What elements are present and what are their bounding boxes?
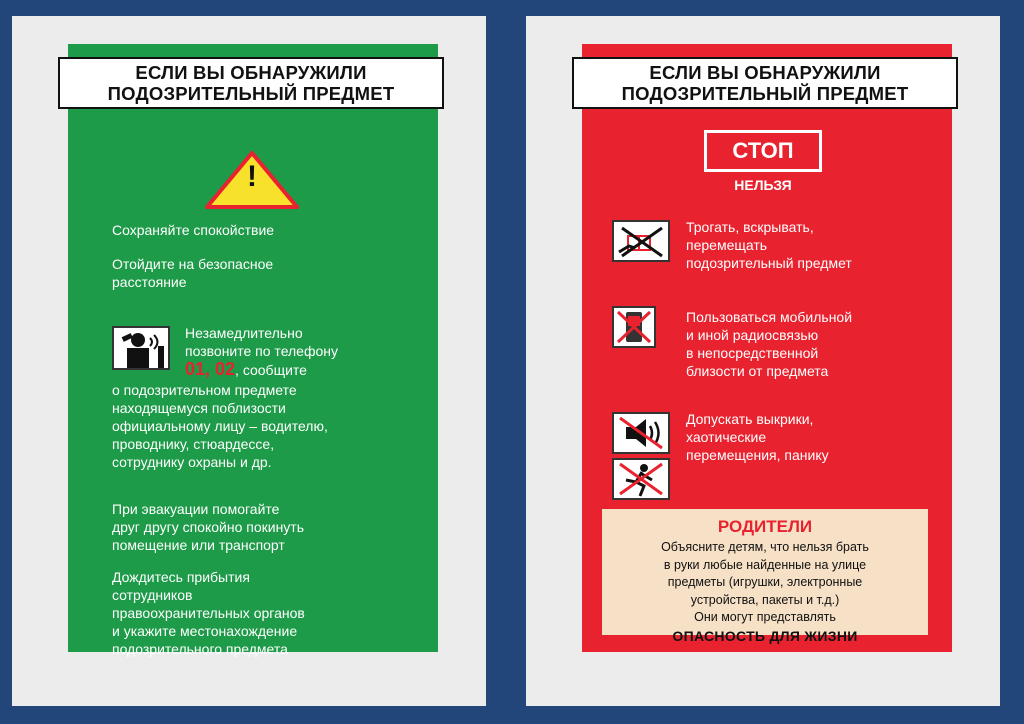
instruction-move-away — [112, 255, 273, 291]
stop-box: СТОП — [704, 130, 822, 172]
wait-line5: подозрительного предмета — [112, 641, 288, 657]
parents-line1: Объясните детям, что нельзя брать — [661, 540, 869, 554]
rule2-line1: Пользоваться мобильной — [686, 309, 853, 325]
wait-line2: сотрудников — [112, 587, 193, 603]
rule-no-touch — [686, 218, 852, 272]
parents-line3: предметы (игрушки, электронные — [667, 575, 863, 589]
left-title-line2: ПОДОЗРИТЕЛЬНЫЙ ПРЕДМЕТ — [107, 83, 395, 104]
parents-line5: Они могут представлять — [694, 610, 836, 624]
left-title-box — [58, 57, 444, 109]
phone-call-icon — [112, 326, 170, 370]
rule1-line1: Трогать, вскрывать, — [686, 219, 814, 235]
call-line7: проводнику, стюардессе, — [112, 436, 275, 452]
parents-line4: устройства, пакеты и т.д.) — [690, 592, 840, 607]
instruction-stay-calm: Сохраняйте спокойствие — [112, 222, 275, 238]
rule-no-mobile — [686, 308, 852, 380]
instruction-move-away-line2: расстояние — [112, 274, 187, 290]
red-panel — [582, 44, 952, 652]
right-title-box — [572, 57, 958, 109]
rule3-line2: хаотические — [686, 429, 767, 445]
parents-warning: ОПАСНОСТЬ ДЛЯ ЖИЗНИ — [672, 627, 858, 644]
parents-line2: в руки любые найденные на улице — [663, 557, 867, 572]
call-line1: Незамедлительно — [185, 325, 303, 341]
no-touch-package-icon — [612, 220, 670, 262]
forbidden-label: НЕЛЬЗЯ — [734, 177, 792, 193]
wait-line4: и укажите местонахождение — [112, 623, 298, 639]
left-poster — [12, 16, 486, 706]
rule2-line4: близости от предмета — [686, 363, 829, 379]
call-line8: сотруднику охраны и др. — [112, 454, 272, 470]
no-mobile-phone-icon — [612, 306, 656, 348]
parents-heading: РОДИТЕЛИ — [717, 517, 813, 536]
parents-notice — [602, 509, 928, 644]
evacuation-instruction — [112, 500, 304, 554]
rule2-line2: и иной радиосвязью — [686, 327, 819, 343]
call-line5: находящемуся поблизости — [112, 400, 286, 416]
left-title-line1: ЕСЛИ ВЫ ОБНАРУЖИЛИ — [135, 62, 367, 83]
parents-body — [602, 539, 928, 627]
rule-no-panic — [686, 410, 829, 464]
right-poster — [526, 16, 1000, 706]
instruction-move-away-line1: Отойдите на безопасное — [112, 256, 274, 272]
call-line6: официальному лицу – водителю, — [112, 418, 328, 434]
emergency-numbers: 01, 02 — [185, 359, 236, 379]
rule1-line3: подозрительный предмет — [686, 255, 852, 271]
call-line4: о подозрительном предмете — [112, 382, 297, 398]
wait-line3: правоохранительных органов — [112, 605, 305, 621]
rule3-line1: Допускать выкрики, — [686, 411, 814, 427]
no-running-icon — [612, 458, 670, 500]
evac-line2: друг другу спокойно покинуть — [112, 519, 305, 535]
evac-line3: помещение или транспорт — [112, 537, 285, 553]
right-title-line1: ЕСЛИ ВЫ ОБНАРУЖИЛИ — [649, 62, 881, 83]
no-shouting-icon — [612, 412, 670, 454]
call-instruction-bottom — [112, 381, 328, 471]
rule3-line3: перемещения, панику — [686, 447, 829, 463]
call-line3 — [185, 360, 338, 379]
wait-line1: Дождитесь прибытия — [112, 569, 250, 585]
call-instruction-top — [185, 324, 338, 379]
warning-mark: ! — [247, 160, 257, 193]
wait-instruction — [112, 568, 305, 658]
right-title-line2: ПОДОЗРИТЕЛЬНЫЙ ПРЕДМЕТ — [621, 83, 909, 104]
call-line3-tail: , сообщите — [235, 362, 307, 378]
rule1-line2: перемещать — [686, 237, 768, 253]
call-line2: позвоните по телефону — [185, 343, 339, 359]
evac-line1: При эвакуации помогайте — [112, 501, 280, 517]
green-panel — [68, 44, 438, 657]
rule2-line3: в непосредственной — [686, 345, 819, 361]
